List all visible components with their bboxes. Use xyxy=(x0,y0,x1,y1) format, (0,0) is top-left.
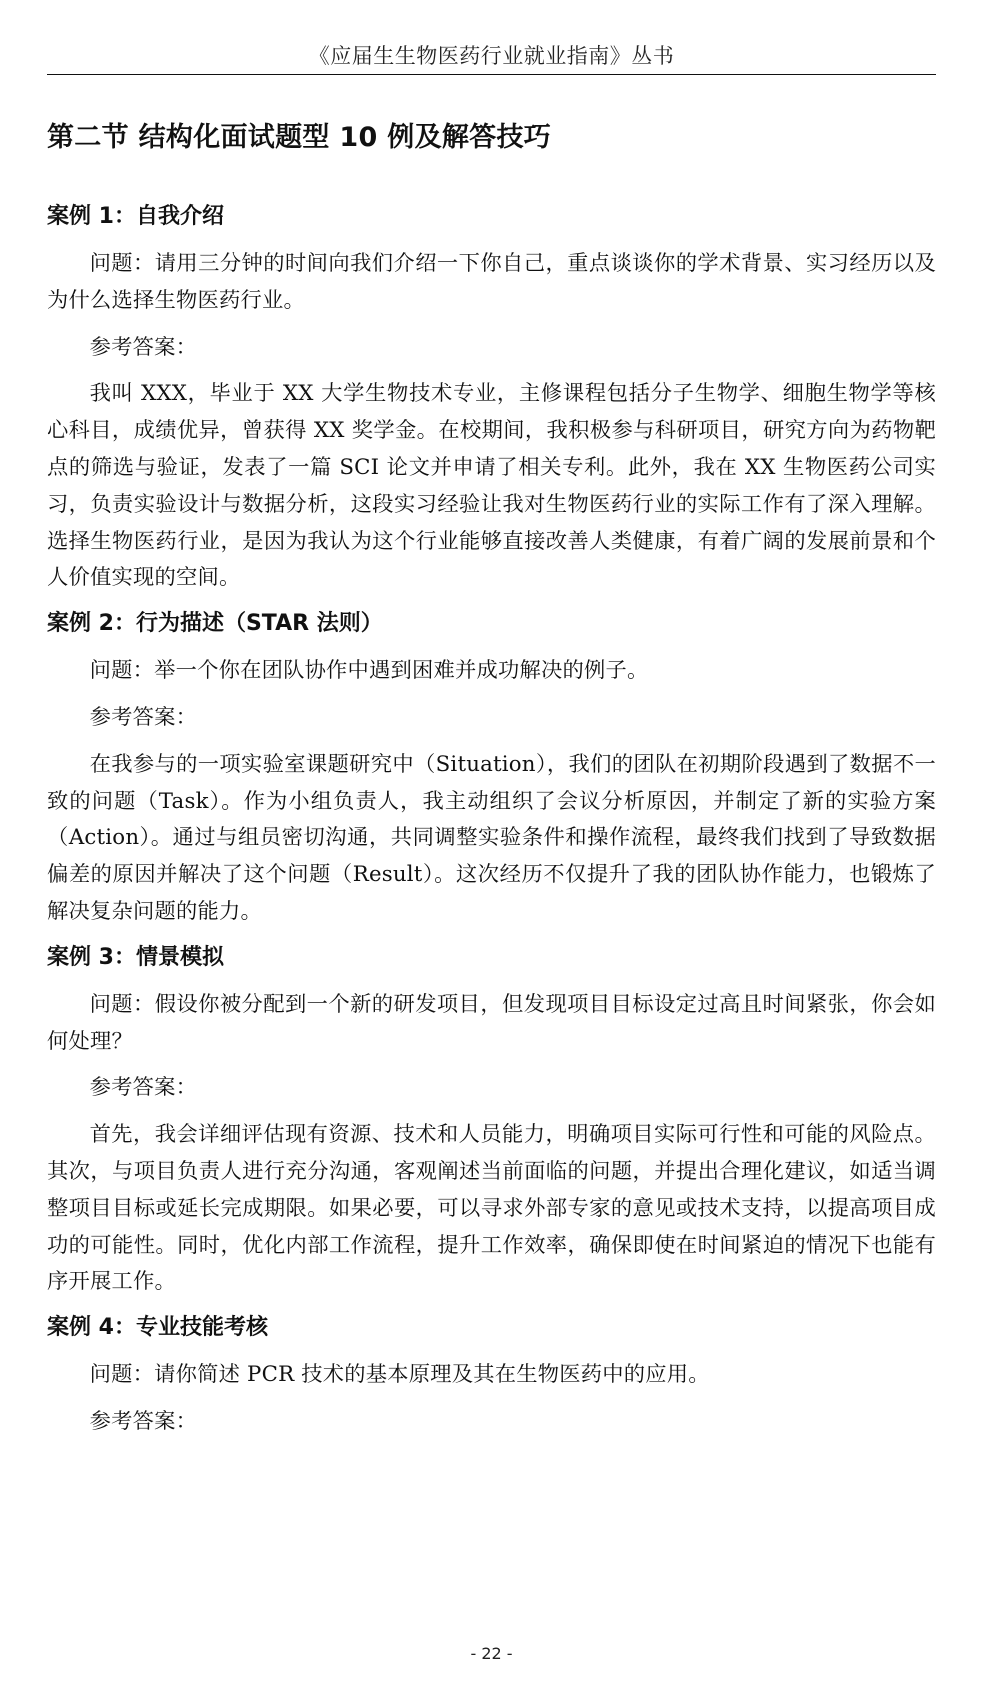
case-title: 案例 3：情景模拟 xyxy=(47,944,224,970)
case-1 xyxy=(47,200,936,597)
question-paragraph: 问题：请用三分钟的时间向我们介绍一下你自己，重点谈谈你的学术背景、实习经历以及为什么选择生物医药行业。 xyxy=(47,251,936,313)
case-3 xyxy=(47,941,936,1301)
answer-label: 参考答案： xyxy=(89,1075,198,1101)
answer-paragraph: 我叫 XXX，毕业于 XX 大学生物技术专业，主修课程包括分子生物学、细胞生物学等核心科目，成绩优异，曾获得 XX 奖学金。在校期间，我积极参与科研项目，研究方向为药物靶点的筛选与验证，发表了一篇 SCI 论文并申请了相关专利。此外，我在 XX 生物医药公司实习，负责实验设计与数据分析，这段实习经验让我对生物医药行业的实际工作有了深入理解。选择生物医药行业，是因为我认为这个行业能够直接改善人类健康，有着广阔的发展前景和个人价值实现的空间。 xyxy=(47,381,936,591)
answer-label: 参考答案： xyxy=(89,704,198,730)
case-2 xyxy=(47,607,936,931)
case-title: 案例 2：行为描述（STAR 法则） xyxy=(47,611,383,637)
header-rule xyxy=(47,74,936,75)
page-number: - 22 - xyxy=(470,1644,513,1663)
answer-label: 参考答案： xyxy=(89,1408,198,1434)
case-title: 案例 1：自我介绍 xyxy=(47,204,224,229)
answer-label: 参考答案： xyxy=(89,334,198,360)
answer-paragraph: 首先，我会详细评估现有资源、技术和人员能力，明确项目实际可行性和可能的风险点。其次，与项目负责人进行充分沟通，客观阐述当前面临的问题，并提出合理化建议，如适当调整项目目标或延长完成期限。如果必要，可以寻求外部专家的意见或技术支持，以提高项目成功的可能性。同时，优化内部工作流程，提升工作效率，确保即使在时间紧迫的情况下也能有序开展工作。 xyxy=(47,1122,936,1295)
question-paragraph: 问题：请你简述 PCR 技术的基本原理及其在生物医药中的应用。 xyxy=(89,1362,710,1388)
running-header: 《应届生生物医药行业就业指南》丛书 xyxy=(308,44,675,68)
question-paragraph: 问题：举一个你在团队协作中遇到困难并成功解决的例子。 xyxy=(89,658,649,684)
case-4 xyxy=(47,1311,936,1441)
answer-paragraph: 在我参与的一项实验室课题研究中（Situation），我们的团队在初期阶段遇到了数据不一致的问题（Task）。作为小组负责人，我主动组织了会议分析原因，并制定了新的实验方案（Action）。通过与组员密切沟通，共同调整实验条件和操作流程，最终我们找到了导致数据偏差的原因并解决了这个问题（Result）。这次经历不仅提升了我的团队协作能力，也锻炼了解决复杂问题的能力。 xyxy=(47,751,936,924)
page-content xyxy=(47,118,936,1451)
section-title: 第二节 结构化面试题型 10 例及解答技巧 xyxy=(47,122,552,153)
case-title: 案例 4：专业技能考核 xyxy=(47,1315,268,1341)
question-paragraph: 问题：假设你被分配到一个新的研发项目，但发现项目目标设定过高且时间紧张，你会如何处理？ xyxy=(47,991,936,1054)
